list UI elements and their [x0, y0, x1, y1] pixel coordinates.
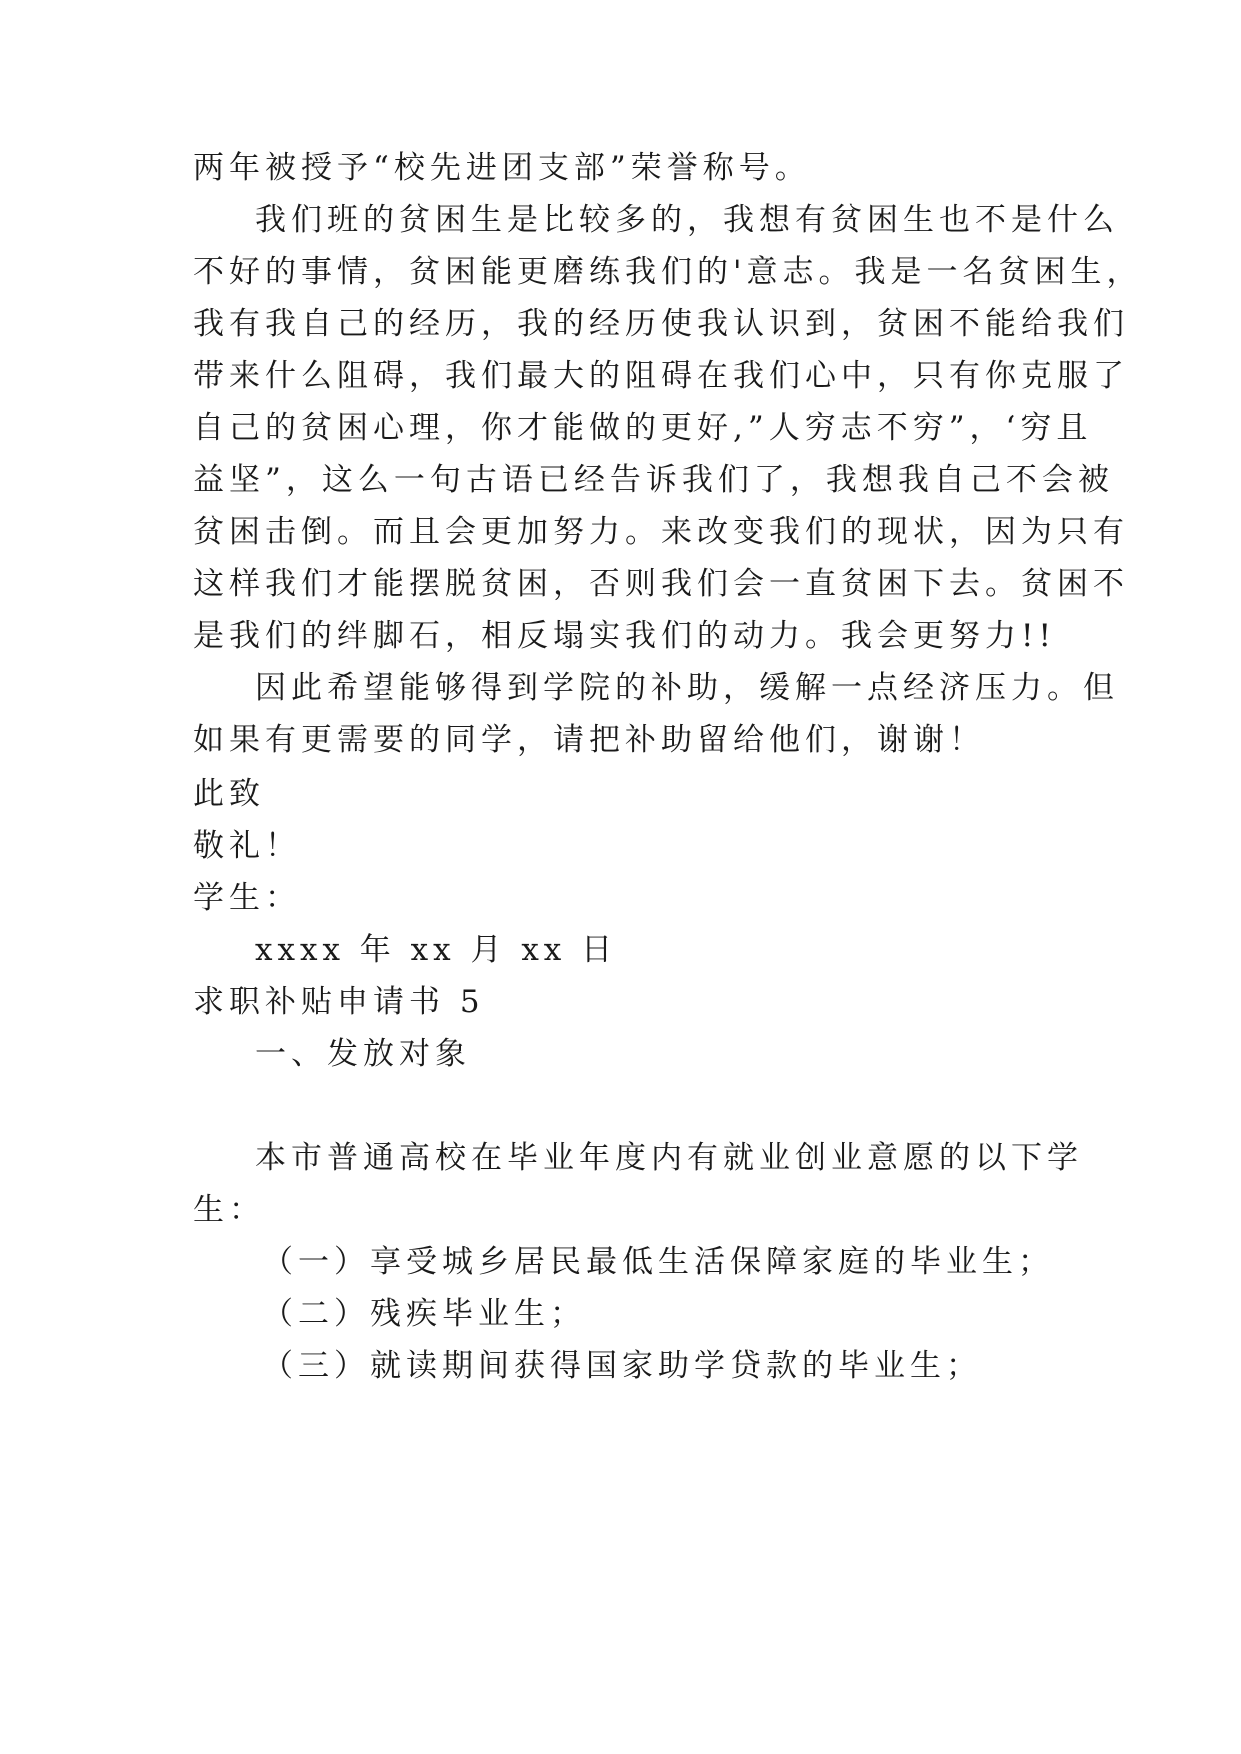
list-item: （二）残疾毕业生； — [262, 1296, 586, 1332]
text-line: 我有我自己的经历，我的经历使我认识到，贫困不能给我们 — [193, 306, 1129, 342]
text-line: 生： — [193, 1192, 265, 1228]
text-line: 自己的贫困心理，你才能做的更好,”人穷志不穷”，‘穷且 — [193, 410, 1093, 446]
paragraph-start-line: 我们班的贫困生是比较多的，我想有贫困生也不是什么 — [255, 202, 1119, 238]
text-line: 这样我们才能摆脱贫困，否则我们会一直贫困下去。贫困不 — [193, 566, 1129, 602]
list-item: （三）就读期间获得国家助学贷款的毕业生； — [262, 1348, 982, 1384]
paragraph-start-line: 本市普通高校在毕业年度内有就业创业意愿的以下学 — [255, 1140, 1083, 1176]
text-line: 如果有更需要的同学，请把补助留给他们，谢谢！ — [193, 722, 985, 758]
paragraph-start-line: 因此希望能够得到学院的补助，缓解一点经济压力。但 — [255, 670, 1119, 706]
text-line: 带来什么阻碍，我们最大的阻碍在我们心中，只有你克服了 — [193, 358, 1129, 394]
text-line: 益坚”，这么一句古语已经告诉我们了，我想我自己不会被 — [193, 462, 1114, 498]
date-line: xxxx 年 xx 月 xx 日 — [255, 932, 618, 968]
text-line: 贫困击倒。而且会更加努力。来改变我们的现状，因为只有 — [193, 514, 1129, 550]
signature-label: 学生： — [193, 880, 301, 916]
list-item: （一）享受城乡居民最低生活保障家庭的毕业生； — [262, 1244, 1054, 1280]
section-title: 求职补贴申请书 5 — [193, 984, 485, 1020]
closing-line: 此致 — [193, 776, 265, 812]
text-line: 不好的事情，贫困能更磨练我们的'意志。我是一名贫困生， — [193, 254, 1143, 290]
section-heading: 一、发放对象 — [255, 1036, 471, 1072]
text-line: 两年被授予“校先进团支部”荣誉称号。 — [193, 150, 811, 186]
text-line: 是我们的绊脚石，相反塌实我们的动力。我会更努力!! — [193, 618, 1056, 654]
salutation-line: 敬礼！ — [193, 828, 301, 864]
